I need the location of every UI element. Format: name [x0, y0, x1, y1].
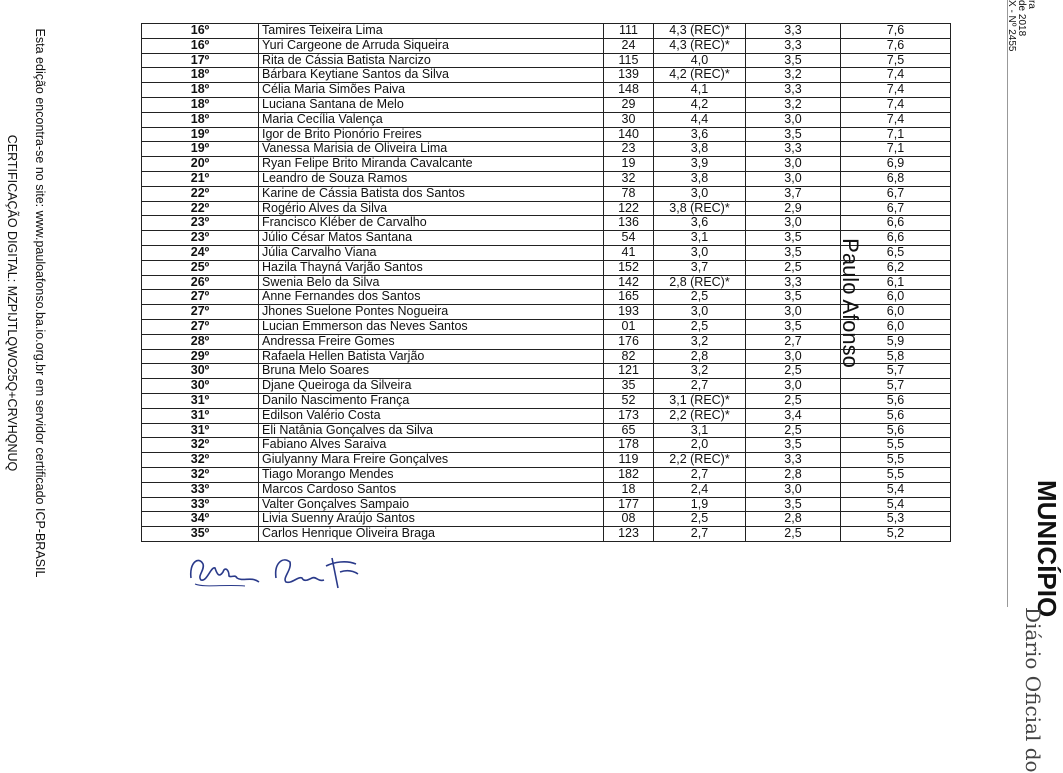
- table-row: [142, 112, 951, 127]
- name-cell: Leandro de Souza Ramos: [259, 171, 604, 186]
- inscription-cell: 01: [604, 319, 654, 334]
- inscription-cell: 52: [604, 393, 654, 408]
- inscription-cell: 65: [604, 423, 654, 438]
- grade-1-cell: 1,9: [654, 497, 746, 512]
- grade-1-cell: 4,3 (REC)*: [654, 38, 746, 53]
- grade-1-cell: 2,7: [654, 379, 746, 394]
- grade-2-cell: 3,3: [746, 275, 841, 290]
- grade-2-cell: 3,3: [746, 83, 841, 98]
- final-grade-cell: 7,4: [841, 97, 951, 112]
- table-row: [142, 186, 951, 201]
- final-grade-cell: 5,2: [841, 527, 951, 542]
- table-row: [142, 83, 951, 98]
- signature-1: [185, 548, 265, 592]
- name-cell: Tamires Teixeira Lima: [259, 24, 604, 39]
- rank-cell: 22º: [142, 186, 259, 201]
- inscription-cell: 119: [604, 453, 654, 468]
- grade-2-cell: 3,0: [746, 112, 841, 127]
- rank-cell: 18º: [142, 112, 259, 127]
- grade-2-cell: 2,5: [746, 260, 841, 275]
- table-row: [142, 305, 951, 320]
- name-cell: Ryan Felipe Brito Miranda Cavalcante: [259, 157, 604, 172]
- name-cell: Vanessa Marisia de Oliveira Lima: [259, 142, 604, 157]
- grade-1-cell: 3,0: [654, 245, 746, 260]
- rank-cell: 24º: [142, 245, 259, 260]
- final-grade-cell: 7,5: [841, 53, 951, 68]
- name-cell: Francisco Kléber de Carvalho: [259, 216, 604, 231]
- table-row: [142, 127, 951, 142]
- table-row: [142, 438, 951, 453]
- table-row: [142, 216, 951, 231]
- grade-2-cell: 2,5: [746, 364, 841, 379]
- name-cell: Maria Cecília Valença: [259, 112, 604, 127]
- name-cell: Andressa Freire Gomes: [259, 334, 604, 349]
- name-cell: Bárbara Keytiane Santos da Silva: [259, 68, 604, 83]
- rank-cell: 22º: [142, 201, 259, 216]
- grade-2-cell: 3,0: [746, 482, 841, 497]
- inscription-cell: 78: [604, 186, 654, 201]
- final-grade-cell: 6,5: [841, 245, 951, 260]
- table-row: [142, 231, 951, 246]
- inscription-cell: 176: [604, 334, 654, 349]
- name-cell: Swenia Belo da Silva: [259, 275, 604, 290]
- name-cell: Livia Suenny Araújo Santos: [259, 512, 604, 527]
- grade-2-cell: 2,5: [746, 423, 841, 438]
- table-row: [142, 245, 951, 260]
- grade-1-cell: 4,4: [654, 112, 746, 127]
- grade-1-cell: 3,9: [654, 157, 746, 172]
- inscription-cell: 08: [604, 512, 654, 527]
- grade-2-cell: 3,5: [746, 127, 841, 142]
- grade-2-cell: 3,5: [746, 290, 841, 305]
- grade-1-cell: 3,8: [654, 142, 746, 157]
- inscription-cell: 115: [604, 53, 654, 68]
- name-cell: Fabiano Alves Saraiva: [259, 438, 604, 453]
- table-row: [142, 393, 951, 408]
- grade-2-cell: 3,0: [746, 379, 841, 394]
- grade-2-cell: 3,2: [746, 97, 841, 112]
- grade-2-cell: 3,0: [746, 157, 841, 172]
- inscription-cell: 140: [604, 127, 654, 142]
- final-grade-cell: 5,4: [841, 497, 951, 512]
- masthead: [1006, 0, 1063, 773]
- final-grade-cell: 5,6: [841, 423, 951, 438]
- name-cell: Rita de Cássia Batista Narcizo: [259, 53, 604, 68]
- final-grade-cell: 7,4: [841, 112, 951, 127]
- rank-cell: 16º: [142, 38, 259, 53]
- certification-text: CERTIFICAÇÃO DIGITAL: MZPIJTLQWO25Q+CRVHQNUQ: [5, 134, 19, 472]
- final-grade-cell: 5,4: [841, 482, 951, 497]
- grade-2-cell: 3,2: [746, 68, 841, 83]
- table-row: [142, 423, 951, 438]
- grade-2-cell: 2,5: [746, 527, 841, 542]
- final-grade-cell: 5,7: [841, 364, 951, 379]
- grade-1-cell: 2,5: [654, 512, 746, 527]
- table-row: [142, 453, 951, 468]
- grade-1-cell: 3,1: [654, 423, 746, 438]
- table-row: [142, 142, 951, 157]
- rank-cell: 23º: [142, 231, 259, 246]
- rank-cell: 31º: [142, 393, 259, 408]
- grade-1-cell: 2,8: [654, 349, 746, 364]
- inscription-cell: 121: [604, 364, 654, 379]
- grade-1-cell: 2,4: [654, 482, 746, 497]
- table-row: [142, 379, 951, 394]
- signature-2: [268, 548, 368, 596]
- name-cell: Jhones Suelone Pontes Nogueira: [259, 305, 604, 320]
- rank-cell: 32º: [142, 467, 259, 482]
- inscription-cell: 122: [604, 201, 654, 216]
- grade-1-cell: 4,3 (REC)*: [654, 24, 746, 39]
- name-cell: Rogério Alves da Silva: [259, 201, 604, 216]
- rank-cell: 33º: [142, 497, 259, 512]
- final-grade-cell: 5,6: [841, 393, 951, 408]
- name-cell: Djane Queiroga da Silveira: [259, 379, 604, 394]
- grade-1-cell: 4,2 (REC)*: [654, 68, 746, 83]
- table-row: [142, 364, 951, 379]
- final-grade-cell: 7,1: [841, 127, 951, 142]
- inscription-cell: 23: [604, 142, 654, 157]
- table-row: [142, 97, 951, 112]
- final-grade-cell: 5,5: [841, 438, 951, 453]
- grade-1-cell: 3,8: [654, 171, 746, 186]
- table-row: [142, 68, 951, 83]
- rank-cell: 27º: [142, 290, 259, 305]
- rank-cell: 21º: [142, 171, 259, 186]
- results-table: [141, 23, 951, 542]
- grade-1-cell: 3,1 (REC)*: [654, 393, 746, 408]
- final-grade-cell: 5,5: [841, 453, 951, 468]
- grade-1-cell: 3,8 (REC)*: [654, 201, 746, 216]
- grade-1-cell: 3,0: [654, 305, 746, 320]
- inscription-cell: 18: [604, 482, 654, 497]
- inscription-cell: 111: [604, 24, 654, 39]
- table-row: [142, 527, 951, 542]
- final-grade-cell: 7,4: [841, 83, 951, 98]
- table-row: [142, 275, 951, 290]
- inscription-cell: 152: [604, 260, 654, 275]
- rank-cell: 35º: [142, 527, 259, 542]
- grade-2-cell: 3,3: [746, 38, 841, 53]
- table-row: [142, 24, 951, 39]
- inscription-cell: 182: [604, 467, 654, 482]
- rank-cell: 31º: [142, 408, 259, 423]
- final-grade-cell: 6,8: [841, 171, 951, 186]
- rank-cell: 19º: [142, 127, 259, 142]
- grade-1-cell: 2,0: [654, 438, 746, 453]
- name-cell: Hazila Thayná Varjão Santos: [259, 260, 604, 275]
- rank-cell: 18º: [142, 97, 259, 112]
- inscription-cell: 142: [604, 275, 654, 290]
- grade-2-cell: 3,3: [746, 453, 841, 468]
- rank-cell: 23º: [142, 216, 259, 231]
- grade-2-cell: 3,5: [746, 245, 841, 260]
- inscription-cell: 35: [604, 379, 654, 394]
- name-cell: Giulyanny Mara Freire Gonçalves: [259, 453, 604, 468]
- inscription-cell: 82: [604, 349, 654, 364]
- inscription-cell: 148: [604, 83, 654, 98]
- masthead-line1: ra: [1026, 0, 1037, 9]
- final-grade-cell: 5,8: [841, 349, 951, 364]
- grade-1-cell: 3,2: [654, 364, 746, 379]
- rank-cell: 30º: [142, 364, 259, 379]
- table-row: [142, 512, 951, 527]
- inscription-cell: 32: [604, 171, 654, 186]
- name-cell: Carlos Henrique Oliveira Braga: [259, 527, 604, 542]
- name-cell: Luciana Santana de Melo: [259, 97, 604, 112]
- final-grade-cell: 7,1: [841, 142, 951, 157]
- rank-cell: 29º: [142, 349, 259, 364]
- rank-cell: 32º: [142, 453, 259, 468]
- final-grade-cell: 6,0: [841, 290, 951, 305]
- name-cell: Lucian Emmerson das Neves Santos: [259, 319, 604, 334]
- grade-1-cell: 3,6: [654, 216, 746, 231]
- grade-2-cell: 3,3: [746, 142, 841, 157]
- city-title: Paulo Afonso: [838, 238, 863, 368]
- grade-1-cell: 2,2 (REC)*: [654, 453, 746, 468]
- table-row: [142, 38, 951, 53]
- table-row: [142, 334, 951, 349]
- inscription-cell: 139: [604, 68, 654, 83]
- table-row: [142, 260, 951, 275]
- inscription-cell: 30: [604, 112, 654, 127]
- name-cell: Valter Gonçalves Sampaio: [259, 497, 604, 512]
- inscription-cell: 41: [604, 245, 654, 260]
- table-row: [142, 290, 951, 305]
- grade-2-cell: 3,0: [746, 349, 841, 364]
- final-grade-cell: 7,4: [841, 68, 951, 83]
- final-grade-cell: 6,6: [841, 231, 951, 246]
- grade-1-cell: 3,6: [654, 127, 746, 142]
- rank-cell: 18º: [142, 83, 259, 98]
- grade-1-cell: 4,1: [654, 83, 746, 98]
- masthead-title: Diário Oficial do: [1021, 607, 1045, 773]
- name-cell: Bruna Melo Soares: [259, 364, 604, 379]
- table-row: [142, 157, 951, 172]
- inscription-cell: 165: [604, 290, 654, 305]
- table-row: [142, 349, 951, 364]
- final-grade-cell: 6,6: [841, 216, 951, 231]
- grade-2-cell: 2,5: [746, 393, 841, 408]
- name-cell: Danilo Nascimento França: [259, 393, 604, 408]
- grade-2-cell: 2,8: [746, 467, 841, 482]
- grade-1-cell: 4,2: [654, 97, 746, 112]
- name-cell: Rafaela Hellen Batista Varjão: [259, 349, 604, 364]
- masthead-line3: X - Nº 2455: [1006, 0, 1017, 52]
- rank-cell: 16º: [142, 24, 259, 39]
- table-row: [142, 467, 951, 482]
- grade-2-cell: 3,5: [746, 497, 841, 512]
- grade-1-cell: 2,7: [654, 527, 746, 542]
- final-grade-cell: 6,2: [841, 260, 951, 275]
- rank-cell: 32º: [142, 438, 259, 453]
- inscription-cell: 19: [604, 157, 654, 172]
- rank-cell: 18º: [142, 68, 259, 83]
- final-grade-cell: 7,6: [841, 38, 951, 53]
- name-cell: Júlia Carvalho Viana: [259, 245, 604, 260]
- name-cell: Célia Maria Simões Paiva: [259, 83, 604, 98]
- name-cell: Júlio César Matos Santana: [259, 231, 604, 246]
- grade-1-cell: 2,7: [654, 467, 746, 482]
- grade-2-cell: 3,4: [746, 408, 841, 423]
- table-row: [142, 497, 951, 512]
- name-cell: Marcos Cardoso Santos: [259, 482, 604, 497]
- final-grade-cell: 6,0: [841, 319, 951, 334]
- rank-cell: 26º: [142, 275, 259, 290]
- grade-2-cell: 3,3: [746, 24, 841, 39]
- edition-site-note: Esta edição encontra-se no site: www.pauloafonso.ba.io.org.br em servidor certificado ICP-BRASIL: [33, 28, 47, 578]
- rank-cell: 28º: [142, 334, 259, 349]
- grade-1-cell: 4,0: [654, 53, 746, 68]
- inscription-cell: 54: [604, 231, 654, 246]
- masthead-line2: de 2018: [1016, 0, 1027, 37]
- rank-cell: 34º: [142, 512, 259, 527]
- name-cell: Karine de Cássia Batista dos Santos: [259, 186, 604, 201]
- final-grade-cell: 5,3: [841, 512, 951, 527]
- name-cell: Yuri Cargeone de Arruda Siqueira: [259, 38, 604, 53]
- final-grade-cell: 6,7: [841, 201, 951, 216]
- name-cell: Eli Natânia Gonçalves da Silva: [259, 423, 604, 438]
- grade-2-cell: 3,0: [746, 305, 841, 320]
- rank-cell: 27º: [142, 305, 259, 320]
- masthead-edition-info: [1006, 0, 1036, 51]
- grade-2-cell: 3,5: [746, 319, 841, 334]
- table-row: [142, 53, 951, 68]
- grade-1-cell: 2,5: [654, 290, 746, 305]
- inscription-cell: 177: [604, 497, 654, 512]
- rank-cell: 17º: [142, 53, 259, 68]
- inscription-cell: 123: [604, 527, 654, 542]
- grade-2-cell: 3,0: [746, 171, 841, 186]
- grade-1-cell: 3,1: [654, 231, 746, 246]
- final-grade-cell: 5,5: [841, 467, 951, 482]
- rank-cell: 31º: [142, 423, 259, 438]
- rank-cell: 27º: [142, 319, 259, 334]
- rank-cell: 25º: [142, 260, 259, 275]
- name-cell: Igor de Brito Pionório Freires: [259, 127, 604, 142]
- rank-cell: 20º: [142, 157, 259, 172]
- grade-2-cell: 2,7: [746, 334, 841, 349]
- table-row: [142, 408, 951, 423]
- rank-cell: 19º: [142, 142, 259, 157]
- results-table-body: [142, 24, 951, 542]
- inscription-cell: 193: [604, 305, 654, 320]
- final-grade-cell: 5,9: [841, 334, 951, 349]
- masthead-brand: MUNICÍPIO: [1032, 480, 1062, 618]
- grade-2-cell: 3,5: [746, 231, 841, 246]
- final-grade-cell: 5,6: [841, 408, 951, 423]
- name-cell: Tiago Morango Mendes: [259, 467, 604, 482]
- table-row: [142, 482, 951, 497]
- final-grade-cell: 6,0: [841, 305, 951, 320]
- table-row: [142, 171, 951, 186]
- final-grade-cell: 6,9: [841, 157, 951, 172]
- grade-1-cell: 3,7: [654, 260, 746, 275]
- inscription-cell: 29: [604, 97, 654, 112]
- table-row: [142, 201, 951, 216]
- inscription-cell: 178: [604, 438, 654, 453]
- inscription-cell: 24: [604, 38, 654, 53]
- grade-1-cell: 2,5: [654, 319, 746, 334]
- final-grade-cell: 7,6: [841, 24, 951, 39]
- table-row: [142, 319, 951, 334]
- grade-1-cell: 3,0: [654, 186, 746, 201]
- grade-2-cell: 2,9: [746, 201, 841, 216]
- name-cell: Anne Fernandes dos Santos: [259, 290, 604, 305]
- grade-2-cell: 3,7: [746, 186, 841, 201]
- final-grade-cell: 6,1: [841, 275, 951, 290]
- rank-cell: 30º: [142, 379, 259, 394]
- inscription-cell: 173: [604, 408, 654, 423]
- inscription-cell: 136: [604, 216, 654, 231]
- final-grade-cell: 6,7: [841, 186, 951, 201]
- grade-1-cell: 2,2 (REC)*: [654, 408, 746, 423]
- rank-cell: 33º: [142, 482, 259, 497]
- grade-2-cell: 2,8: [746, 512, 841, 527]
- grade-2-cell: 3,0: [746, 216, 841, 231]
- grade-1-cell: 2,8 (REC)*: [654, 275, 746, 290]
- grade-1-cell: 3,2: [654, 334, 746, 349]
- name-cell: Edilson Valério Costa: [259, 408, 604, 423]
- final-grade-cell: 5,7: [841, 379, 951, 394]
- grade-2-cell: 3,5: [746, 53, 841, 68]
- grade-2-cell: 3,5: [746, 438, 841, 453]
